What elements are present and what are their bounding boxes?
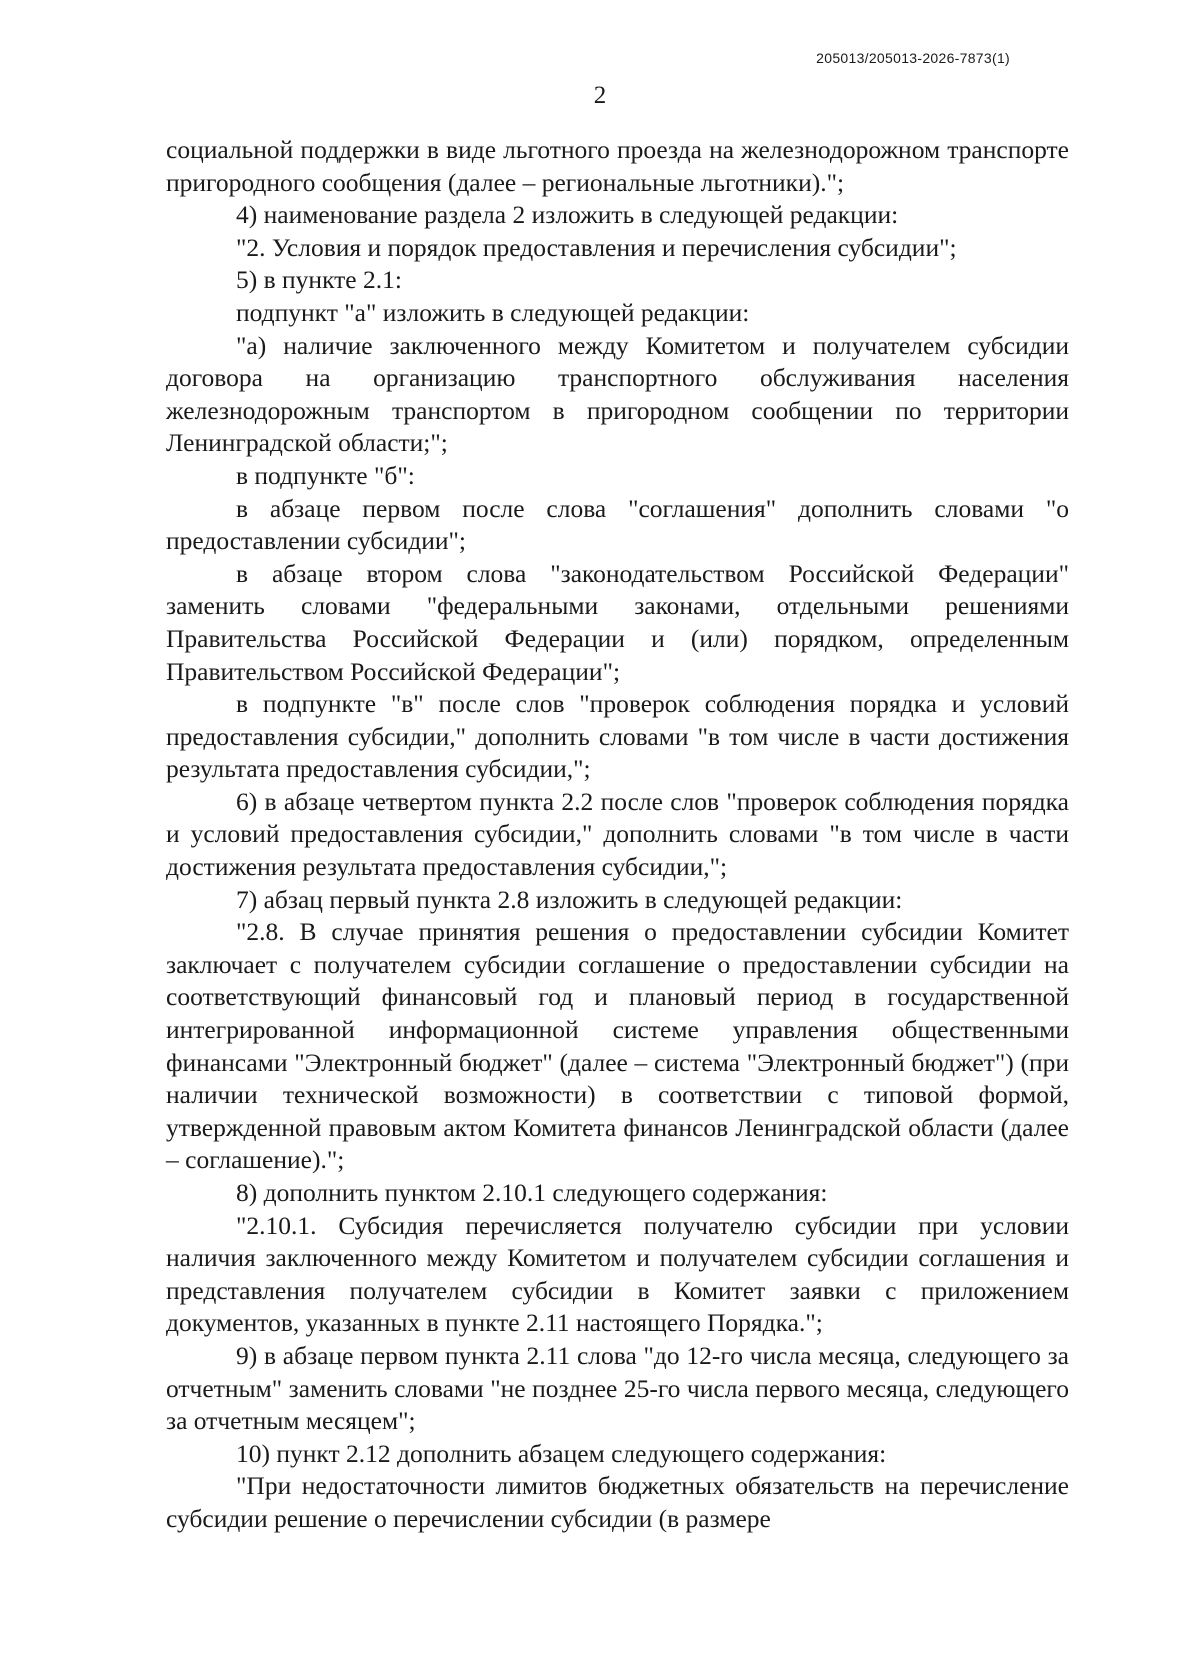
paragraph: 6) в абзаце четвертом пункта 2.2 после слов "проверок соблюдения порядка и условий предоставления субсидии," дополнить словами "в том числе в части достижения результата предоставления субсидии,"; bbox=[166, 786, 1069, 882]
paragraph: "2.8. В случае принятия решения о предоставлении субсидии Комитет заключает с получателем субсидии соглашение о предоставлении субсидии на соответствующий финансовый год и плановый период в государственной интегрированной информационной системе управления общественными финансами "Электронный бюджет" (далее – система "Электронный бюджет") (при наличии технической возможности) в соответствии с типовой формой, утвержденной правовым актом Комитета финансов Ленинградской области (далее – соглашение)."; bbox=[166, 917, 1069, 1175]
paragraph: 5) в пункте 2.1: bbox=[236, 265, 402, 295]
paragraph: подпункт "а" изложить в следующей редакции: bbox=[236, 297, 750, 327]
paragraph: в абзаце первом после слова "соглашения" дополнить словами "о предоставлении субсидии"; bbox=[166, 493, 1069, 556]
page-number: 2 bbox=[593, 82, 607, 109]
document-id: 205013/205013-2026-7873(1) bbox=[816, 50, 1010, 66]
paragraph: "2. Условия и порядок предоставления и перечисления субсидии"; bbox=[236, 232, 957, 262]
paragraph: 8) дополнить пунктом 2.10.1 следующего содержания: bbox=[236, 1178, 828, 1207]
paragraph: "а) наличие заключенного между Комитетом и получателем субсидии договора на организацию транспортного обслуживания населения железнодорожным транспортом в пригородном сообщении по территории Ленинградской области;"; bbox=[166, 330, 1069, 458]
paragraph: в подпункте "б": bbox=[236, 460, 415, 490]
paragraph: 10) пункт 2.12 дополнить абзацем следующего содержания: bbox=[236, 1438, 887, 1468]
paragraph: 7) абзац первый пункта 2.8 изложить в следующей редакции: bbox=[236, 884, 903, 914]
paragraph: в абзаце втором слова "законодательством Российской Федерации" заменить словами "федеральными законами, отдельными решениями Правительства Российской Федерации и (или) порядком, определенным Правительством Российской Федерации"; bbox=[166, 558, 1069, 686]
paragraph: 9) в абзаце первом пункта 2.11 слова "до 12-го числа месяца, следующего за отчетным" заменить словами "не позднее 25-го числа первого месяца, следующего за отчетным месяцем"; bbox=[166, 1340, 1069, 1436]
document-body bbox=[166, 134, 1069, 1536]
paragraph: социальной поддержки в виде льготного проезда на железнодорожном транспорте пригородного сообщения (далее – региональные льготники)."; bbox=[166, 135, 1069, 197]
paragraph: в подпункте "в" после слов "проверок соблюдения порядка и условий предоставления субсидии," дополнить словами "в том числе в части достижения результата предоставления субсидии,"; bbox=[166, 689, 1069, 784]
paragraph: "При недостаточности лимитов бюджетных обязательств на перечисление субсидии решение о перечислении субсидии (в размере bbox=[166, 1471, 1069, 1533]
paragraph: "2.10.1. Субсидия перечисляется получателю субсидии при условии наличия заключенного между Комитетом и получателем субсидии соглашения и представления получателем субсидии в Комитет заявки с приложением документов, указанных в пункте 2.11 настоящего Порядка."; bbox=[166, 1210, 1069, 1338]
paragraph: 4) наименование раздела 2 изложить в следующей редакции: bbox=[236, 200, 899, 230]
